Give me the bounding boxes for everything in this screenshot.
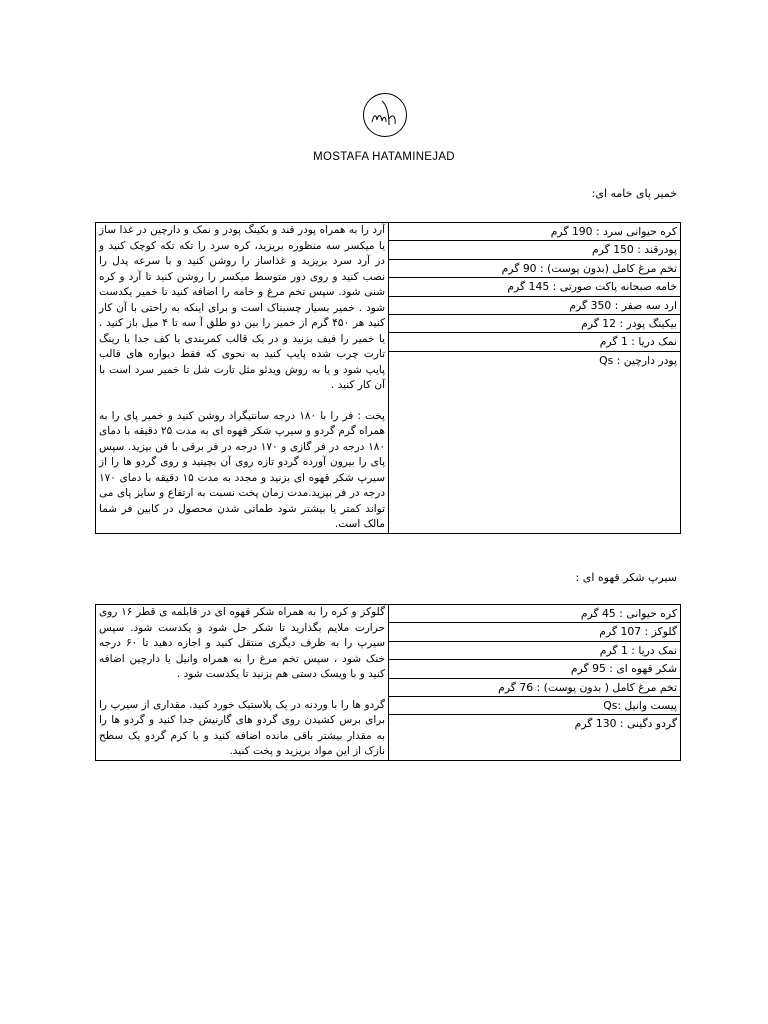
method-paragraph: گلوکز و کره را به همراه شکر قهوه ای در قابلمه ی قطر ۱۶ روی حرارت ملایم بگذارید تا شکر حل شود و یکدست شود. سپس سیرپ را به ظرف دیگری منتقل کنید و اجازه دهید تا ۶۰ درجه خنک شود ، سپس تخم مرغ را به همراه وانیل یا دارچین اضافه کنید و با ویسک دستی هم بزنید تا یکدست شود . [99,606,385,680]
ingredient-line: کره حیوانی سرد : 190 گرم [389,223,680,241]
ingredient-line: کره حیوانی : 45 گرم [389,605,680,623]
ingredient-line: پیست وانیل :Qs [389,697,680,715]
ingredient-line: پودر دارچین : Qs [599,353,677,367]
ingredient-line: تخم مرغ کامل (بدون پوست) : 90 گرم [389,260,680,278]
recipe-table-brown-sugar-syrup [95,604,681,761]
method-paragraph: آرد را به همراه پودر قند و بکینگ پودر و نمک و دارچین در غذا ساز یا میکسر سه منظوره بریزید، کره سرد را تکه تکه کوچک کنید و در آرد سرد بریزید و غذاساز را روشن کنید و با سرعه پدل را نصب کنید و روی دور متوسط میکسر را روشن کنید تا آرد و کره شنی شود. سپس تخم مرغ و خامه را اضافه کنید تا خمیر یکدست شود . خمیر بسیار چسبناک است و برای اینکه به راحتی با آن کار کنید هر ۴۵۰ گرم از خمیر را بین دو طلق آ سه تا ۴ میل باز کنید . یا خمیر را فیف بزنید و در یک قالب کمربندی یا کف جدا یا رینگ تارت چرب شده پایپ کنید به نحوی که فقط دیواره های قالب پایپ شود و یا به روش ویدئو مثل تارت شل تا خمیر سرد است با آن کار کنید . [99,224,385,391]
method-text [96,223,388,533]
method-paragraph: پخت : فر را با ۱۸۰ درجه سانتیگراد روشن کنید و خمیر پای را به همراه گرم گردو و سیرپ شکر قهوه ای به مدت ۲۵ دقیقه با دمای ۱۸۰ درجه در فر گازی و ۱۷۰ درجه در فر برقی با فن بپزید. سپس پای را بیرون آورده گردو تازه روی آن بچینید و روی گردو ها را از سیرپ شکر قهوه ای بزنید و مجدد به مدت ۱۵ دقیقه با دمای ۱۷۰ درجه در فر بپزید.مدت زمان پخت نسبت به ارتفاع و سایز پای می تواند کمتر یا بیشتر شود طماتی شدن محصول در کابین فر شما مالک است. [99,409,386,530]
method-paragraph: گردو ها را با وردنه در یک پلاستیک خورد کنید. مقداری از سیرپ را برای برس کشیدن روی گردو های گارنیش جدا کنید و گردو ها را به مقدار بیشتر باقی مانده اضافه کنید و با کرم گردو یک سطح نازک از این مواد بریزید و پخت کنید. [99,698,385,757]
logo-letters: mh [385,136,387,137]
ingredient-line: نمک دریا : 1 گرم [389,642,680,660]
method-text [96,605,388,760]
section-title-brown-sugar-syrup: سیرپ شکر قهوه ای : [575,571,677,584]
ingredient-line: گردو دگینی : 130 گرم [574,717,677,731]
ingredient-line: ارد سه صفر : 350 گرم [389,297,680,315]
method-cell [96,223,389,534]
method-cell [96,605,389,761]
ingredient-line: خامه صبحانه پاکت صورتی : 145 گرم [389,278,680,296]
ingredients-cell [389,223,681,534]
brand-name: MOSTAFA HATAMINEJAD [313,151,455,163]
ingredients-cell [389,605,681,761]
ingredient-line: بیکینگ پودر : 12 گرم [389,315,680,333]
ingredient-line: نمک دریا : 1 گرم [389,333,680,351]
recipe-table-pie-dough [95,222,681,534]
ingredient-line: پودرقند : 150 گرم [389,241,680,259]
ingredient-line: تخم مرغ کامل ( بدون پوست) : 76 گرم [389,679,680,697]
ingredient-line: شکر قهوه ای : 95 گرم [389,660,680,678]
ingredient-line: گلوکز : 107 گرم [389,623,680,641]
section-title-pie-dough: خمیر پای خامه ای: [591,187,677,200]
brand-logo [362,92,408,138]
